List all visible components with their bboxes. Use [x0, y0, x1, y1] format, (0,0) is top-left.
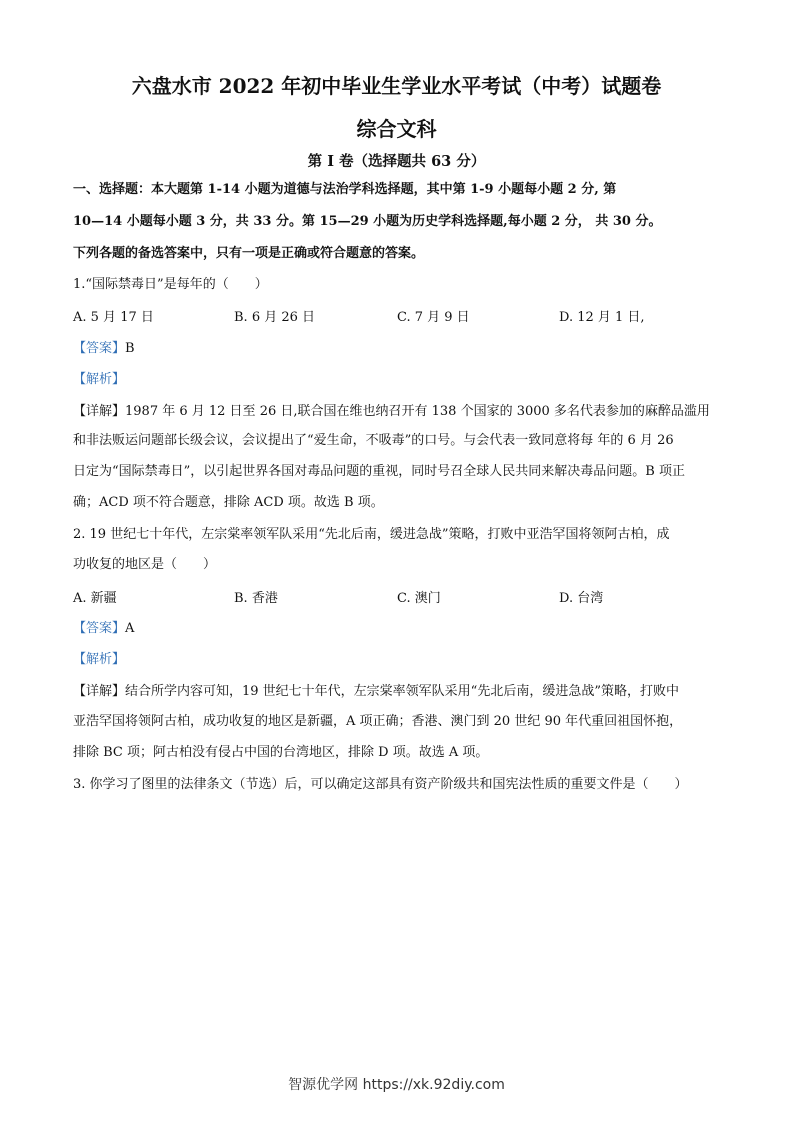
page-footer: 智源优学网 https://xk.92diy.com — [288, 1077, 505, 1093]
question-1-detail: 日定为“国际禁毒日”，以引起世界各国对毒品问题的重视，同时号召全球人民共同来解决毒品问题。B 项正 — [73, 464, 685, 479]
question-1-option-d: D. 12 月 1 日, — [559, 310, 645, 325]
question-1-answer — [73, 339, 723, 359]
question-2-option-d: D. 台湾 — [559, 591, 604, 606]
question-1-option-c: C. 7 月 9 日 — [397, 310, 470, 325]
question-1-detail: 和非法贩运问题部长级会议，会议提出了“爱生命，不吸毒”的口号。与会代表一致同意将每 年的 6 月 26 — [73, 433, 674, 448]
question-2-stem: 功收复的地区是（ ） — [73, 557, 217, 572]
subject-title: 综合文科 — [356, 117, 437, 141]
question-2-option-c: C. 澳门 — [397, 591, 441, 606]
part-heading: 第 I 卷（选择题共 63 分） — [307, 153, 486, 170]
answer-value: B — [125, 341, 135, 356]
exam-title: 六盘水市 2022 年初中毕业生学业水平考试（中考）试题卷 — [131, 74, 662, 98]
answer-label: 【答案】 — [73, 621, 126, 636]
instructions-line: 一、选择题：本大题第 1-14 小题为道德与法治学科选择题，其中第 1-9 小题每小题 2 分, 第 — [73, 182, 617, 197]
question-2-detail: 排除 BC 项；阿古柏没有侵占中国的台湾地区，排除 D 项。故选 A 项。 — [73, 745, 489, 760]
question-2-stem: 2. 19 世纪七十年代，左宗棠率领军队采用“先北后南，缓进急战”策略，打败中亚浩罕国将领阿古柏，成 — [73, 527, 670, 542]
question-2-answer — [73, 619, 723, 639]
question-1-detail: 【详解】1987 年 6 月 12 日至 26 日,联合国在维也纳召开有 138 个国家的 3000 多名代表参加的麻醉品滥用 — [73, 404, 710, 419]
question-1-detail: 确；ACD 项不符合题意，排除 ACD 项。故选 B 项。 — [73, 495, 384, 510]
instructions-line: 10—14 小题每小题 3 分，共 33 分。第 15—29 小题为历史学科选择题,每小题 2 分， 共 30 分。 — [73, 214, 662, 229]
question-2-detail: 亚浩罕国将领阿古柏，成功收复的地区是新疆，A 项正确；香港、澳门到 20 世纪 90 年代重回祖国怀抱， — [73, 714, 683, 729]
question-1-stem: 1.“国际禁毒日”是每年的（ ） — [73, 277, 268, 292]
question-1-analysis-label: 【解析】 — [73, 372, 126, 387]
answer-label: 【答案】 — [73, 341, 126, 356]
question-2-analysis-label: 【解析】 — [73, 652, 126, 667]
question-1-option-a: A. 5 月 17 日 — [73, 310, 154, 325]
answer-value: A — [125, 621, 135, 636]
question-2-option-a: A. 新疆 — [73, 591, 117, 606]
instructions-line: 下列各题的备选答案中，只有一项是正确或符合题意的答案。 — [73, 246, 425, 261]
question-2-detail: 【详解】结合所学内容可知，19 世纪七十年代，左宗棠率领军队采用“先北后南，缓进急战”策略，打败中 — [73, 684, 679, 699]
question-2-option-b: B. 香港 — [234, 591, 278, 606]
question-3-stem: 3. 你学习了图里的法律条文（节选）后，可以确定这部具有资产阶级共和国宪法性质的重要文件是（ ） — [73, 777, 688, 792]
question-1-option-b: B. 6 月 26 日 — [234, 310, 316, 325]
